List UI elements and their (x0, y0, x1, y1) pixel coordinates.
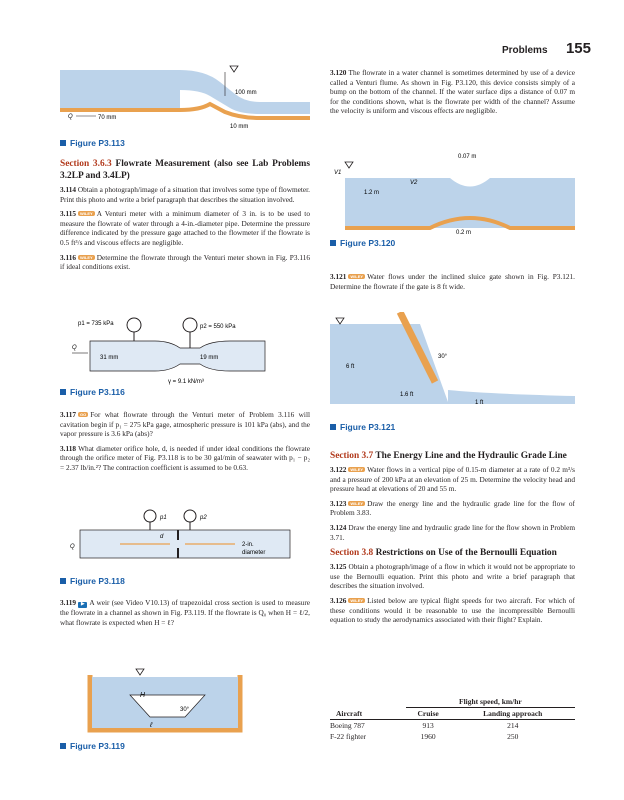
video-icon: ▶ (78, 602, 87, 608)
depth-label: 1.2 m (364, 190, 380, 196)
caption-square-icon (60, 140, 66, 146)
free-surface-icon (136, 669, 144, 675)
problem-3-115: 3.115 WILEY A Venturi meter with a minimum diameter of 3 in. is to be used to measure the flowrate of water through a 4-in.-diameter pipe. Determine the pressure difference indicated by the pressure gage attached to the flowmeter if the flowrate is 0.5 ft³/s and viscous effects are negligible. (60, 209, 310, 247)
table-cell: F-22 fighter (330, 732, 367, 741)
problem-3-119: 3.119 ▶ A weir (see Video V10.13) of trapezoidal cross section is used to measure the flowrate in a channel as shown in Fig. P3.119. If the flowrate is Q₀ when H = ℓ/2, what flowrate is expected when H = ℓ? (60, 598, 310, 627)
table-group-header: Flight speed, km/hr (406, 696, 575, 708)
gage-1-icon (127, 318, 141, 332)
figure-p3120 (330, 150, 575, 235)
problem-3-124: 3.124 Draw the energy line and hydraulic grade line for the flow shown in Problem 3.71. (330, 522, 575, 542)
p1-label: p1 = 735 kPa (78, 321, 114, 327)
problem-3-117: 3.117 GO For what flowrate through the Venturi meter of Problem 3.116 will cavitation begin if p₁ = 275 kPa gage, atmospheric pressure is 101 kPa (abs), and the vapor pressure is 3.6 kPa (abs)? (60, 410, 310, 439)
figure-p3121-caption: Figure P3.121 (330, 422, 395, 432)
page-number: 155 (565, 40, 591, 57)
gamma-label: γ = 9.1 kN/m³ (168, 379, 204, 385)
dim-10mm: 10 mm (230, 124, 249, 130)
table-header: Aircraft (336, 708, 363, 718)
d-label: d (160, 534, 164, 540)
problem-3-123: 3.123 WILEY Draw the energy line and the hydraulic grade line for the flow of Problem 3.83. (330, 498, 575, 518)
table-cell: 214 (507, 721, 519, 730)
h-label: H (140, 692, 146, 699)
right-column-top (330, 68, 575, 121)
table-cell: 913 (422, 721, 434, 730)
figure-p3120-caption: Figure P3.120 (330, 238, 395, 248)
problem-3-126: 3.126 WILEY Listed below are typical flight speeds for two aircraft. For which of these conditions would it be reasonable to use the incompressible Bernoulli equation to study the aerodynamics associated with their flight? Explain. (330, 595, 575, 625)
dip-label: 0.07 m (458, 154, 477, 160)
table-cell: 250 (507, 732, 519, 741)
angle-label: 30° (438, 354, 448, 360)
dia-label: 2-in. (242, 542, 254, 548)
l-label: ℓ (150, 722, 153, 729)
downstream-water (448, 390, 575, 404)
figure-p3118 (60, 508, 310, 570)
right-column-middle (330, 272, 575, 296)
figure-p3116 (60, 315, 310, 385)
left-column-middle (60, 410, 310, 478)
header-section: Problems (501, 45, 548, 56)
free-surface-icon (345, 162, 353, 168)
v2-label: V2 (410, 180, 418, 186)
section-heading-38: Section 3.8 Restrictions on Use of the Bernoulli Equation (330, 548, 557, 559)
figure-p3113 (60, 62, 310, 132)
downstream-label: 1 ft (475, 400, 484, 406)
depth-label: 6 ft (346, 364, 355, 370)
gage-p2-icon (184, 510, 196, 522)
section-heading-37: Section 3.7 The Energy Line and the Hydraulic Grade Line (330, 451, 567, 461)
dia-label-2: diameter (242, 550, 266, 556)
problem-3-121: 3.121 WILEY Water flows under the inclined sluice gate shown in Fig. P3.121. Determine the flowrate if the gate is 8 ft wide. (330, 272, 575, 291)
gage-2-icon (183, 318, 197, 332)
free-surface-icon (336, 318, 344, 324)
flight-speed-table (330, 696, 575, 742)
left-column-bottom (60, 598, 310, 632)
section-heading-363: Section 3.6.3 Flowrate Measurement (also see Lab Problems 3.2LP and 3.4LP) (60, 159, 310, 181)
figure-p3116-caption: Figure P3.116 (60, 387, 125, 397)
figure-p3119 (60, 665, 280, 735)
free-surface-icon (230, 66, 238, 72)
problem-3-120: 3.120 The flowrate in a water channel is sometimes determined by use of a device called a Venturi flume. As shown in Fig. P3.120, this device consists simply of a bump on the bottom of the channel. If the water surface dips a distance of 0.07 m for the conditions shown, what is the flowrate per width of the channel? Assume the velocity is uniform and viscous effects are negligible. (330, 68, 575, 116)
left-column-top (60, 158, 310, 277)
right-column-bottom (330, 450, 575, 630)
q-label: Q (72, 345, 77, 351)
flow-q-label: Q (68, 114, 73, 120)
figure-p3119-caption: Figure P3.119 (60, 741, 125, 751)
p2-label: p2 (200, 515, 207, 521)
figure-p3121 (330, 312, 575, 407)
problem-3-122: 3.122 WILEY Water flows in a vertical pipe of 0.15-m diameter at a rate of 0.2 m³/s and a pressure of 200 kPa at an elevation of 25 m. Determine the velocity head and pressure head at elevations of 20 and 55 m. (330, 465, 575, 494)
v1-label: V1 (334, 170, 342, 176)
running-header (502, 40, 591, 58)
caption-text: Figure P3.113 (70, 138, 125, 148)
p1-label: p1 (160, 515, 167, 521)
table-row (330, 731, 575, 742)
d2-label: 19 mm (200, 355, 219, 361)
table-row (330, 720, 575, 732)
problem-3-114: 3.114 Obtain a photograph/image of a situation that involves some type of flowmeter. Print this photo and write a brief paragraph that describes the situation involved. (60, 185, 311, 204)
dim-100mm: 100 mm (235, 90, 257, 96)
water-region (60, 70, 310, 114)
figure-p3113-caption (60, 138, 125, 148)
d1-label: 31 mm (100, 355, 119, 361)
problem-3-116: 3.116 WILEY Determine the flowrate through the Venturi meter shown in Fig. P3.116 if ideal conditions exist. (60, 252, 310, 272)
q-label: Q (70, 544, 75, 550)
table-cell: 1960 (420, 732, 436, 741)
figure-p3118-caption: Figure P3.118 (60, 576, 125, 586)
dim-70mm: 70 mm (98, 115, 117, 121)
opening-label: 1.6 ft (400, 392, 414, 398)
table-cell: Boeing 787 (330, 721, 365, 730)
angle-label: 30° (180, 707, 190, 713)
problem-3-118: 3.118 What diameter orifice hole, d, is needed if under ideal conditions the flowrate through the orifice meter of Fig. P3.118 is to be 30 gal/min of seawater with p₁ − p₂ = 2.37 lb/in.²? The contraction coefficient is assumed to be 0.63. (60, 443, 310, 472)
bump-label: 0.2 m (456, 230, 472, 235)
problem-3-125: 3.125 Obtain a photograph/image of a flow in which it would not be appropriate to use the Bernoulli equation. Print this photo and write a brief paragraph that describes the situation involved. (330, 562, 576, 591)
table-header: Cruise (417, 709, 439, 718)
p2-label: p2 = 550 kPa (200, 324, 236, 330)
table-header: Landing approach (483, 709, 543, 718)
gage-p1-icon (144, 510, 156, 522)
